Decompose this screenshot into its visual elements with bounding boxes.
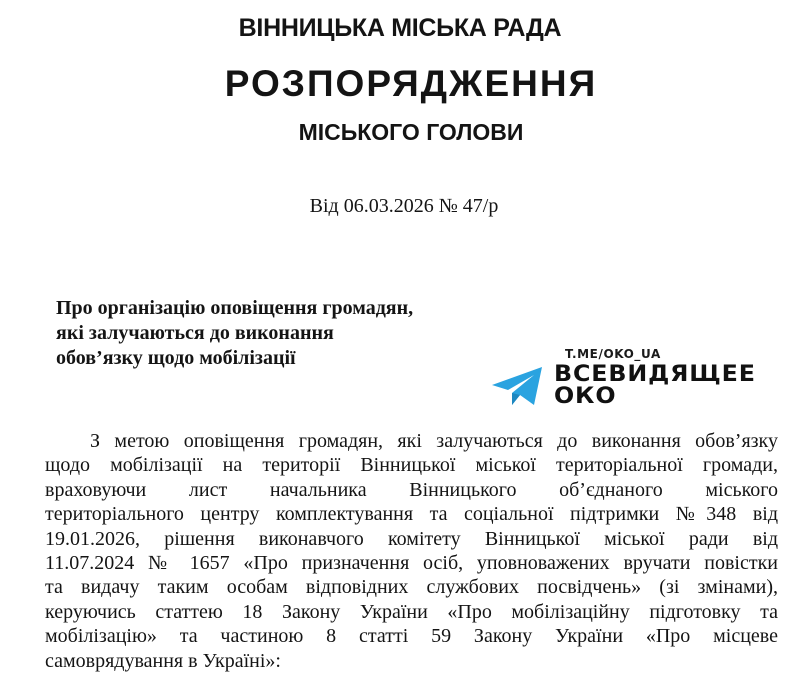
- body-line: враховуючи лист начальника Вінницького об’єднаного міського: [45, 478, 778, 501]
- subject-line: обов’язку щодо мобілізації: [56, 347, 296, 369]
- body-line: 19.01.2026, рішення виконавчого комітету Вінницької міської ради від: [45, 527, 778, 550]
- council-name: ВІННИЦЬКА МІСЬКА РАДА: [238, 14, 562, 42]
- subject-line: Про організацію оповіщення громадян,: [56, 297, 414, 319]
- watermark-name-line: ВСЕВИДЯЩЕЕ: [554, 362, 756, 387]
- document-subtitle: МІСЬКОГО ГОЛОВИ: [298, 119, 524, 145]
- channel-watermark: [490, 347, 756, 411]
- body-line: 11.07.2024 № 1657 «Про призначення осіб, уповноважених вручати повістки: [45, 552, 778, 575]
- document-date-number: Від 06.03.2026 № 47/р: [309, 195, 499, 217]
- body-line: територіального центру комплектування та соціальної підтримки №348 від: [45, 503, 778, 526]
- document-body-paragraph: [45, 429, 778, 673]
- document-subject: [56, 296, 413, 371]
- watermark-name: [554, 364, 756, 408]
- body-line: З метою оповіщення громадян, які залучаються до виконання обов’язку: [90, 430, 778, 452]
- body-line: керуючись статтею 18 Закону України «Про мобілізаційну підготовку та: [45, 600, 778, 623]
- body-line: мобілізацію» та частиною 8 статті 59 Закону України «Про місцеве: [45, 625, 778, 648]
- body-line: самоврядування в Україні»:: [45, 649, 281, 672]
- body-line: щодо мобілізації на території Вінницької міської територіальної громади,: [45, 454, 778, 477]
- watermark-url: T.ME/OKO_UA: [565, 347, 661, 361]
- subject-line: які залучаються до виконання: [56, 322, 334, 344]
- watermark-name-line: ОКО: [554, 384, 617, 409]
- telegram-paper-plane-icon: [490, 365, 546, 409]
- document-type-title: РОЗПОРЯДЖЕННЯ: [224, 63, 598, 104]
- body-line: та видачу таким особам відповідних службових посвідчень» (зі змінами),: [45, 576, 778, 599]
